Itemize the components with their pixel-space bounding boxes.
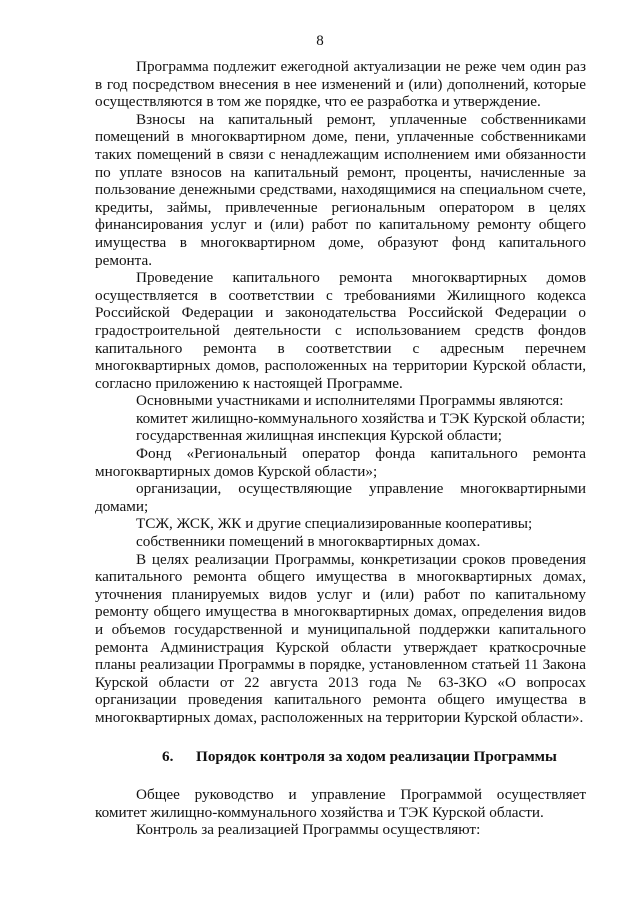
participant-committee: комитет жилищно-коммунального хозяйства и ТЭК Курской области; bbox=[136, 409, 586, 427]
participant-cooperatives: ТСЖ, ЖСК, ЖК и другие специализированные кооперативы; bbox=[136, 515, 533, 533]
participant-owners: собственники помещений в многоквартирных домах. bbox=[136, 533, 481, 551]
paragraph-repair-execution: Проведение капитального ремонта многоквартирных домов осуществляется в соответствии с требованиями Жилищного кодекса Российской Федерации и законодательства Российской Федерации о градостроительной деятельности с использованием средств фондов капитального ремонта в соответствии с адресным перечнем многоквартирных домов, расположенных на территории Курской области, согласно приложению к настоящей Программе. bbox=[95, 269, 586, 392]
page-body bbox=[95, 58, 586, 839]
paragraph-actualization: Программа подлежит ежегодной актуализации не реже чем один раз в год посредством внесения в нее изменений и (или) дополнений, которые осуществляются в том же порядке, что ее разработка и утверждение. bbox=[95, 58, 586, 111]
page-number: 8 bbox=[316, 33, 324, 49]
paragraph-general-management: Общее руководство и управление Программой осуществляет комитет жилищно-коммунального хозяйства и ТЭК Курской области. bbox=[95, 786, 586, 821]
section-number: 6. bbox=[162, 747, 174, 765]
paragraph-control-intro: Контроль за реализацией Программы осуществляют: bbox=[136, 821, 481, 839]
section-title: Порядок контроля за ходом реализации Программы bbox=[196, 747, 557, 765]
paragraph-short-term-plans: В целях реализации Программы, конкретизации сроков проведения капитального ремонта общего имущества в многоквартирных домах, уточнения планируемых видов услуг и (или) работ по капитальному ремонту общего имущества в многоквартирных домах, определения видов и объемов государственной и муниципальной поддержки капитального ремонта Администрация Курской области утверждает краткосрочные планы реализации Программы в порядке, установленном статьей 11 Закона Курской области от 22 августа 2013 года № 63-ЗКО «О вопросах организации проведения капитального ремонта общего имущества в многоквартирных домах, расположенных на территории Курской области». bbox=[95, 550, 586, 726]
paragraph-participants-intro: Основными участниками и исполнителями Программы являются: bbox=[136, 392, 564, 410]
participant-regional-fund: Фонд «Региональный оператор фонда капитального ремонта многоквартирных домов Курской области»; bbox=[95, 445, 586, 480]
participant-management-orgs: организации, осуществляющие управление многоквартирными домами; bbox=[95, 480, 586, 515]
paragraph-fund-formation: Взносы на капитальный ремонт, уплаченные собственниками помещений в многоквартирном доме, пени, уплаченные собственниками таких помещений в связи с ненадлежащим исполнением ими обязанности по уплате взносов на капитальный ремонт, проценты, начисленные за пользование денежными средствами, находящимися на специальном счете, кредиты, займы, привлеченные региональным оператором в целях финансирования услуг и (или) работ по капитальному ремонту общего имущества в многоквартирном доме, образуют фонд капитального ремонта. bbox=[95, 110, 586, 269]
section-heading bbox=[95, 748, 586, 766]
participant-inspection: государственная жилищная инспекция Курской области; bbox=[136, 427, 503, 445]
